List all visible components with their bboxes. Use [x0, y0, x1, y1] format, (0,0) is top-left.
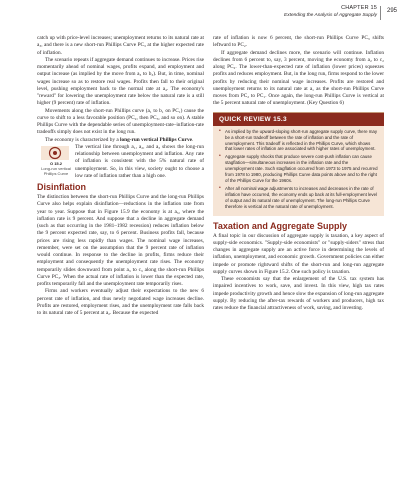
- paragraph: Movements along the short-run Phillips curve (a₁ to b₁ on PC₁) cause the curve to shift to a less favorable position (PC₂, then PC₃, and so on). A stable Phillips Curve with the dependable series of unemployment-rate–inflation-rate tradeoffs simply does not exist in the long run.: [37, 107, 204, 136]
- quick-review-item-text: As implied by the upward-sloping short-run aggregate supply curve, there may be a short-run tradeoff between the rate of inflation and the rate of unemployment. This tradeoff is reflected in the Phillips Curve, which shows that lower rates of inflation are associated with higher rates of unemployment.: [225, 128, 378, 152]
- section-heading-taxation: Taxation and Aggregate Supply: [213, 220, 348, 231]
- quick-review-list: [213, 126, 384, 216]
- origin-icon: [41, 146, 69, 160]
- bullet-icon: •: [219, 127, 221, 134]
- quick-review-item: [219, 154, 378, 184]
- paragraph: catch up with price-level increases; unemployment returns to its natural rate at a₃, and there is a new short-run Phillips Curve PC₃ at the higher expected rate of inflation.: [37, 35, 204, 56]
- bullet-icon: •: [219, 184, 221, 191]
- paragraph-long-run: [37, 137, 204, 144]
- paragraph-tail: .: [191, 136, 194, 143]
- running-head-title: Extending the Analysis of Aggregate Supply: [284, 13, 377, 18]
- quick-review-item-text: Aggregate supply shocks that produce severe cost-push inflation can cause stagflation—simultaneous increases in the inflation rate and the unemployment rate. Such stagflation occurred from 1973 to 1975 and recurred from 1978 to 1980, producing Phillips Curve data points above and to the right of the Phillips Curve for the 1960s.: [225, 154, 378, 183]
- quick-review-box: [213, 112, 384, 216]
- margin-origin-block: [37, 144, 204, 180]
- header-divider: [380, 6, 381, 20]
- bullet-icon: •: [219, 153, 221, 160]
- origin-code: O 15.2: [49, 160, 62, 166]
- paragraph: rate of inflation is now 6 percent, the short-run Phillips Curve PC₃ shifts leftward to PC₂.: [213, 35, 384, 49]
- paragraph: The vertical line through a₁, a₂, and a₃ shows the long-run relationship between unemployment and inflation. Any rate of inflation is consistent with the 5% natural rate of unemployment. So, in this view, society ought to choose a low rate of inflation rather than a high one.: [75, 143, 204, 179]
- right-column: [213, 35, 384, 312]
- quick-review-title: QUICK REVIEW 15.3: [213, 113, 384, 126]
- running-head: [284, 5, 377, 18]
- paragraph: The scenario repeats if aggregate demand continues to increase. Prices rise momentarily ahead of nominal wages, profits expand, and employment and output increase (as implied by the move from a₃ to b₃). But, in time, nominal wages increase so as to restore real wages. Profits then fall to their original level, pushing employment back to the normal rate at a₄. The economy's "reward" for lowering the unemployment rate below the natural rate is a still higher (9 percent) rate of inflation.: [37, 56, 204, 107]
- paragraph: The distinction between the short-run Phillips Curve and the long-run Phillips Curve also helps explain disinflation—reductions in the inflation rate from year to year. Suppose that in Figure 15.9 the economy is at a₃, where the inflation rate is 9 percent. And suppose that a decline in aggregate demand (such as that occurring in the 1981–1982 recession) reduces inflation below the 9 percent expected rate, say, to 6 percent. Business profits fall, because prices are rising less rapidly than wages. The nominal wage increases, remember, were set on the assumption that the 9 percent rate of inflation would continue. In response to the decline in profits, firms reduce their employment and consequently the unemployment rate rises. The economy temporarily slides downward from point a₃ to c₃ along the short-run Phillips Curve PC₃. When the actual rate of inflation is lower than the expected rate, profits temporarily fall and the unemployment rate temporarily rises.: [37, 194, 204, 287]
- paragraph: These economists say that the enlargement of the U.S. tax system has impaired incentives to work, save, and invest. In this view, high tax rates impede productivity growth and hence slow the expansion of long-run aggregate supply. By reducing the after-tax rewards of workers and producers, high tax rates reduce the financial attractiveness of work, saving, and investing.: [213, 276, 384, 312]
- quick-review-item-text: After all nominal wage adjustments to increases and decreases in the rate of inflation have occurred, the economy ends up back at its full-employment level of output and its natural rate of unemployment. The long-run Phillips Curve therefore is vertical at the natural rate of unemployment.: [225, 185, 378, 209]
- quick-review-item: [219, 129, 378, 153]
- key-term: long-run vertical Phillips Curve: [120, 136, 192, 143]
- paragraph-lead: The economy is characterized by a: [45, 136, 121, 143]
- origin-caption: [37, 161, 75, 176]
- chapter-label: CHAPTER 15: [341, 5, 377, 11]
- paragraph: Firms and workers eventually adjust their expectations to the new 6 percent rate of inflation, and thus newly negotiated wage increases decline. Profits are restored, employment rises, and the unemployment rate falls back to its natural rate of 5 percent at a₂. Because the expected: [37, 288, 204, 316]
- page-number: 295: [386, 8, 397, 14]
- origin-caption-text: Long-run vertical Phillips Curve: [41, 165, 71, 176]
- paragraph: A final topic in our discussion of aggregate supply is taxation, a key aspect of supply-side economics. "Supply-side economists" or "supply-siders" stress that changes in aggregate supply are an active force in determining the levels of inflation, unemployment, and economic growth. Government policies can either impede or promote rightward shifts of the short-run and long-run aggregate supply curves shown in Figure 15.2. One such policy is taxation.: [213, 232, 384, 275]
- paragraph: If aggregate demand declines more, the scenario will continue. Inflation declines from 6 percent to, say, 3 percent, moving the economy from a₂ to c₂ along PC₂. The lower-than-expected rate of inflation (lower prices) squeezes profits and reduces employment. But, in the long run, firms respond to the lower profits by reducing their nominal wage increases. Profits are restored and unemployment returns to its natural rate at a₁ as the short-run Phillips Curve moves from PC₂ to PC₁. Once again, the long-run Phillips Curve is vertical at the 5 percent natural rate of unemployment. (Key Question 6): [213, 49, 384, 107]
- section-heading-disinflation: Disinflation: [37, 182, 86, 192]
- left-column: [37, 35, 204, 317]
- quick-review-item: [219, 186, 378, 210]
- origin-icon-block: [37, 144, 75, 174]
